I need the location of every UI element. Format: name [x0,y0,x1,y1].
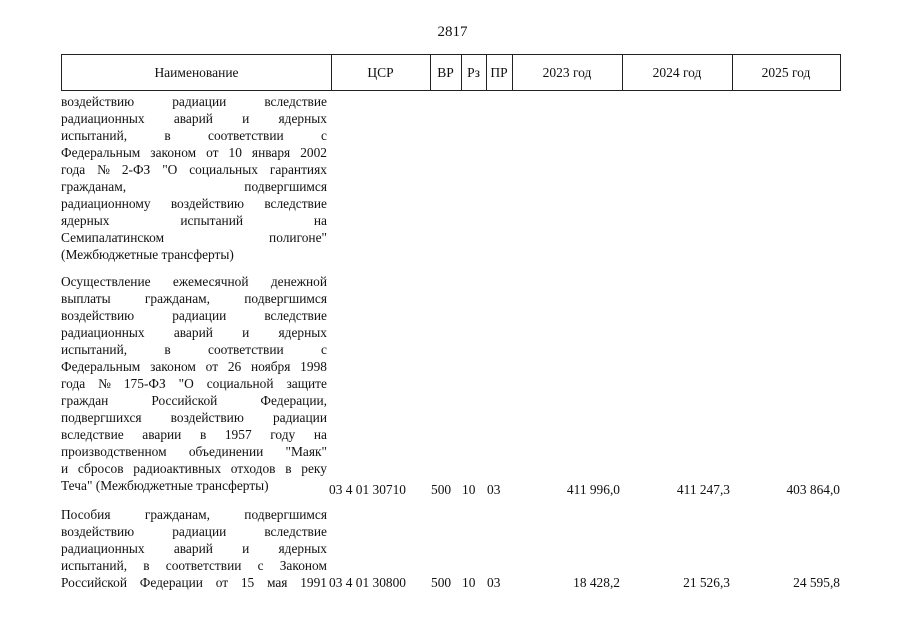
row-2-pr: 03 [487,575,501,590]
name-word: выплаты [61,291,111,306]
name-word: воздействию [170,196,245,211]
name-word: ядерных [278,111,327,126]
name-word: ядерных [61,213,110,228]
name-word: 15 [240,575,255,590]
name-word: "Маяк" [285,444,327,459]
name-word: полигоне" [269,230,327,245]
row-2-csr: 03 4 01 30800 [329,575,406,590]
name-word: сбросов [77,461,124,476]
name-word: на [313,427,327,442]
name-line [61,229,327,246]
name-word: испытаний, [61,128,128,143]
name-word: и [242,541,250,556]
name-line: (Межбюджетные трансферты) [61,247,234,262]
row-2-2024: 21 526,3 [683,575,730,590]
name-word: вследствие [264,524,327,539]
name-word: отходов [230,461,276,476]
header-2023: 2023 год [542,65,592,80]
name-line [61,540,327,557]
name-word: с [257,558,264,573]
header-name: Наименование [154,65,239,80]
name-word: социальной [206,376,274,391]
name-line [61,358,327,375]
name-word: денежной [270,274,327,289]
table-header [61,54,841,91]
name-word: в [199,427,207,442]
name-word: гражданам, [144,507,210,522]
name-line [61,110,327,127]
row-name-2 [61,506,327,591]
page-number: 2817 [437,24,468,40]
header-pr: ПР [490,65,508,80]
name-word: ноября [250,359,291,374]
name-word: от [215,575,229,590]
row-2-vr: 500 [431,575,452,590]
name-word: 1991 [300,575,327,590]
name-word: № [97,162,110,177]
name-word: аварии [142,427,182,442]
row-1-rz: 10 [462,482,476,497]
name-line [61,506,327,523]
header-2025: 2025 год [761,65,811,80]
row-name-1 [61,273,327,494]
name-word: радиации [272,410,327,425]
name-line [61,324,327,341]
name-line [61,273,327,290]
name-word: воздействию [61,308,135,323]
name-word: № [98,376,111,391]
name-word: подвергшимся [244,179,327,194]
name-word: испытаний, [61,558,128,573]
name-word: радиации [172,94,227,109]
header-rz: Рз [467,65,480,80]
name-word: ядерных [278,325,327,340]
name-word: мая [266,575,288,590]
row-1-2024: 411 247,3 [676,482,730,497]
header-2024: 2024 год [652,65,702,80]
name-word: года [61,376,86,391]
name-word: соответствии [208,342,284,357]
name-line [61,341,327,358]
name-word: года [61,162,86,177]
row-2-rz: 10 [462,575,476,590]
name-line [61,557,327,574]
name-word: 26 [227,359,242,374]
name-word: Федеральным [61,145,141,160]
name-word: защите [286,376,327,391]
name-word: в [285,461,292,476]
row-1-vr: 500 [431,482,452,497]
name-word: радиации [172,308,227,323]
name-line [61,375,327,392]
name-word: воздействию [61,94,135,109]
name-line [61,195,327,212]
name-word: социальных [189,162,258,177]
row-1-pr: 03 [487,482,501,497]
name-word: Российской [61,575,127,590]
name-word: гарантиях [269,162,327,177]
name-word: реку [301,461,327,476]
name-word: Федерации [139,575,203,590]
header-csr: ЦСР [367,65,394,80]
name-word: граждан [61,393,109,408]
name-word: аварий [173,325,213,340]
row-1-2023: 411 996,0 [566,482,620,497]
name-word: году [270,427,296,442]
name-word: соответствии [208,128,284,143]
row-1-csr: 03 4 01 30710 [329,482,406,497]
name-word: Пособия [61,507,111,522]
name-word: ядерных [278,541,327,556]
name-word: вследствие [61,427,124,442]
name-line [61,212,327,229]
name-word: 1957 [224,427,252,442]
name-line [61,161,327,178]
name-word: радиации [172,524,227,539]
name-word: 1998 [300,359,327,374]
name-word: Законом [279,558,327,573]
header-vr: ВР [437,65,454,80]
name-word: аварий [173,541,213,556]
name-word: вследствие [264,196,327,211]
name-word: подвергшимся [244,291,327,306]
name-word: 2002 [300,145,327,160]
name-word: с [321,128,327,143]
name-line [61,523,327,540]
name-word: января [251,145,291,160]
name-word: Федеральным [61,359,141,374]
row-name-0 [61,93,327,263]
name-word: вследствие [264,308,327,323]
name-word: аварий [173,111,213,126]
name-word: и [61,461,69,476]
name-word: испытаний [180,213,244,228]
name-line [61,574,327,591]
name-word: радиационных [61,325,145,340]
name-word: гражданам, [61,179,127,194]
name-word: подвергшимся [244,507,327,522]
row-2-2023: 18 428,2 [573,575,620,590]
name-word: в [143,558,150,573]
name-word: радиационных [61,111,145,126]
name-line [61,426,327,443]
name-word: 10 [228,145,242,160]
name-word: законом [150,145,197,160]
name-line [61,409,327,426]
name-word: с [321,342,327,357]
name-word: законом [150,359,196,374]
name-word: радиоактивных [133,461,222,476]
name-line [61,144,327,161]
name-word: от [205,359,219,374]
name-line [61,93,327,110]
name-word: объединении [188,444,264,459]
name-word: воздействию [61,524,135,539]
name-word: от [206,145,219,160]
name-word: соответствии [165,558,242,573]
row-1-2025: 403 864,0 [786,482,840,497]
name-word: на [313,213,327,228]
name-word: вследствие [264,94,327,109]
name-word: Российской [151,393,218,408]
name-line [61,178,327,195]
name-word: производственном [61,444,167,459]
name-line [61,460,327,477]
name-word: гражданам, [144,291,210,306]
name-word: 2-ФЗ [121,162,151,177]
name-word: воздействию [170,410,244,425]
name-word: и [242,325,250,340]
name-word: радиационному [61,196,151,211]
name-line [61,127,327,144]
name-line [61,392,327,409]
name-word: "О [178,376,194,391]
name-line: Теча" (Межбюджетные трансферты) [61,478,269,493]
name-word: в [164,342,171,357]
name-word: подвергшихся [61,410,142,425]
name-word: испытаний, [61,342,128,357]
name-word: "О [162,162,178,177]
name-word: в [164,128,171,143]
row-2-2025: 24 595,8 [793,575,840,590]
name-word: Федерации, [260,393,327,408]
name-line [61,443,327,460]
name-word: Осуществление [61,274,151,289]
name-word: радиационных [61,541,145,556]
name-line [61,290,327,307]
name-line [61,307,327,324]
name-word: ежемесячной [172,274,249,289]
name-word: и [242,111,250,126]
name-word: Семипалатинском [61,230,165,245]
name-word: 175-ФЗ [123,376,166,391]
